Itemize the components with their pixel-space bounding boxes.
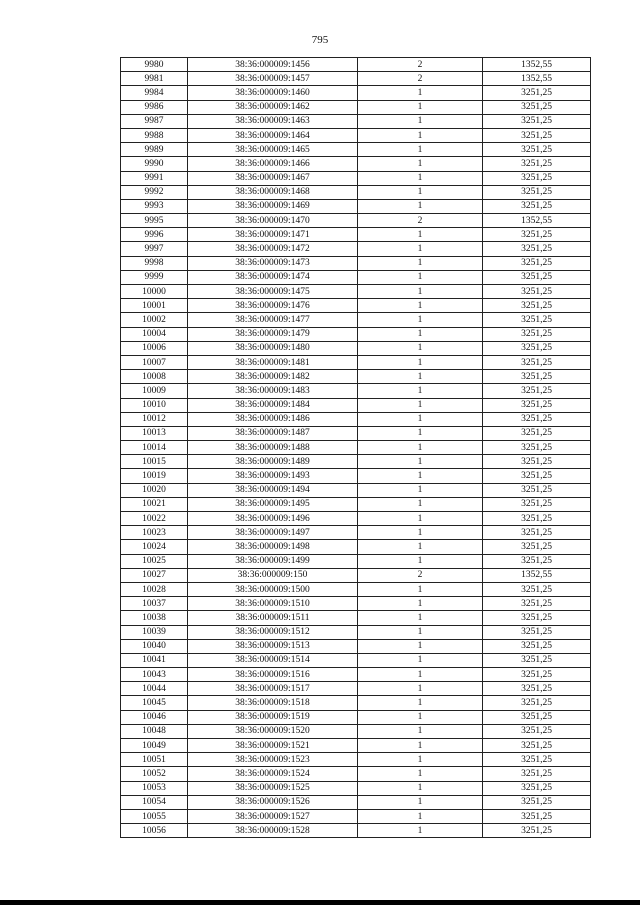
area-cell: 3251,25 xyxy=(483,327,591,341)
share-cell: 1 xyxy=(358,824,483,838)
share-cell: 1 xyxy=(358,767,483,781)
share-cell: 1 xyxy=(358,625,483,639)
cadastral-number-cell: 38:36:000009:1462 xyxy=(188,100,358,114)
row-number-cell: 10043 xyxy=(121,668,188,682)
area-cell: 3251,25 xyxy=(483,554,591,568)
share-cell: 2 xyxy=(358,58,483,72)
page-number: 795 xyxy=(311,34,329,46)
row-number-cell: 10027 xyxy=(121,568,188,582)
area-cell: 3251,25 xyxy=(483,143,591,157)
cadastral-number-cell: 38:36:000009:1489 xyxy=(188,455,358,469)
area-cell: 3251,25 xyxy=(483,100,591,114)
cadastral-number-cell: 38:36:000009:1457 xyxy=(188,72,358,86)
table-row xyxy=(121,114,591,128)
area-cell: 3251,25 xyxy=(483,639,591,653)
share-cell: 1 xyxy=(358,143,483,157)
area-cell: 3251,25 xyxy=(483,625,591,639)
table-row xyxy=(121,270,591,284)
share-cell: 1 xyxy=(358,384,483,398)
cadastral-number-cell: 38:36:000009:1519 xyxy=(188,710,358,724)
table-row xyxy=(121,143,591,157)
share-cell: 1 xyxy=(358,469,483,483)
table-row xyxy=(121,554,591,568)
area-cell: 3251,25 xyxy=(483,228,591,242)
table-row xyxy=(121,526,591,540)
share-cell: 1 xyxy=(358,668,483,682)
row-number-cell: 10008 xyxy=(121,370,188,384)
area-cell: 3251,25 xyxy=(483,256,591,270)
share-cell: 1 xyxy=(358,114,483,128)
table-row xyxy=(121,128,591,142)
table-row xyxy=(121,611,591,625)
area-cell: 3251,25 xyxy=(483,370,591,384)
row-number-cell: 10009 xyxy=(121,384,188,398)
share-cell: 1 xyxy=(358,185,483,199)
table-row xyxy=(121,398,591,412)
share-cell: 1 xyxy=(358,809,483,823)
area-cell: 3251,25 xyxy=(483,753,591,767)
table-row xyxy=(121,256,591,270)
cadastral-number-cell: 38:36:000009:1523 xyxy=(188,753,358,767)
row-number-cell: 9998 xyxy=(121,256,188,270)
table-row xyxy=(121,441,591,455)
area-cell: 3251,25 xyxy=(483,526,591,540)
table-row xyxy=(121,384,591,398)
cadastral-number-cell: 38:36:000009:1521 xyxy=(188,739,358,753)
cadastral-number-cell: 38:36:000009:1497 xyxy=(188,526,358,540)
area-cell: 3251,25 xyxy=(483,809,591,823)
area-cell: 3251,25 xyxy=(483,341,591,355)
share-cell: 1 xyxy=(358,299,483,313)
cadastral-number-cell: 38:36:000009:1486 xyxy=(188,412,358,426)
cadastral-number-cell: 38:36:000009:1475 xyxy=(188,285,358,299)
share-cell: 1 xyxy=(358,611,483,625)
row-number-cell: 10013 xyxy=(121,426,188,440)
share-cell: 1 xyxy=(358,270,483,284)
share-cell: 1 xyxy=(358,512,483,526)
cadastral-number-cell: 38:36:000009:1468 xyxy=(188,185,358,199)
row-number-cell: 9986 xyxy=(121,100,188,114)
share-cell: 2 xyxy=(358,214,483,228)
share-cell: 1 xyxy=(358,370,483,384)
share-cell: 1 xyxy=(358,781,483,795)
cadastral-number-cell: 38:36:000009:1525 xyxy=(188,781,358,795)
row-number-cell: 10049 xyxy=(121,739,188,753)
table-row xyxy=(121,285,591,299)
share-cell: 2 xyxy=(358,72,483,86)
share-cell: 1 xyxy=(358,455,483,469)
area-cell: 3251,25 xyxy=(483,270,591,284)
table-row xyxy=(121,682,591,696)
row-number-cell: 10001 xyxy=(121,299,188,313)
area-cell: 3251,25 xyxy=(483,128,591,142)
cadastral-number-cell: 38:36:000009:1518 xyxy=(188,696,358,710)
area-cell: 3251,25 xyxy=(483,540,591,554)
cadastral-number-cell: 38:36:000009:1471 xyxy=(188,228,358,242)
area-cell: 3251,25 xyxy=(483,426,591,440)
area-cell: 3251,25 xyxy=(483,682,591,696)
share-cell: 1 xyxy=(358,199,483,213)
row-number-cell: 10007 xyxy=(121,355,188,369)
table-row xyxy=(121,639,591,653)
table-row xyxy=(121,696,591,710)
row-number-cell: 9993 xyxy=(121,199,188,213)
cadastral-number-cell: 38:36:000009:1512 xyxy=(188,625,358,639)
table-row xyxy=(121,809,591,823)
table-row xyxy=(121,355,591,369)
cadastral-number-cell: 38:36:000009:1494 xyxy=(188,483,358,497)
row-number-cell: 10006 xyxy=(121,341,188,355)
share-cell: 1 xyxy=(358,582,483,596)
share-cell: 2 xyxy=(358,568,483,582)
cadastral-number-cell: 38:36:000009:1511 xyxy=(188,611,358,625)
row-number-cell: 10004 xyxy=(121,327,188,341)
area-cell: 3251,25 xyxy=(483,483,591,497)
table-row xyxy=(121,795,591,809)
row-number-cell: 9996 xyxy=(121,228,188,242)
area-cell: 3251,25 xyxy=(483,86,591,100)
table-row xyxy=(121,568,591,582)
share-cell: 1 xyxy=(358,795,483,809)
area-cell: 3251,25 xyxy=(483,412,591,426)
share-cell: 1 xyxy=(358,398,483,412)
table-row xyxy=(121,455,591,469)
row-number-cell: 10046 xyxy=(121,710,188,724)
row-number-cell: 10039 xyxy=(121,625,188,639)
table-row xyxy=(121,483,591,497)
row-number-cell: 10038 xyxy=(121,611,188,625)
area-cell: 3251,25 xyxy=(483,781,591,795)
row-number-cell: 10041 xyxy=(121,653,188,667)
cadastral-number-cell: 38:36:000009:1528 xyxy=(188,824,358,838)
cadastral-number-cell: 38:36:000009:1498 xyxy=(188,540,358,554)
cadastral-number-cell: 38:36:000009:1482 xyxy=(188,370,358,384)
cadastral-number-cell: 38:36:000009:1513 xyxy=(188,639,358,653)
table-row xyxy=(121,582,591,596)
cadastral-number-cell: 38:36:000009:1495 xyxy=(188,497,358,511)
area-cell: 3251,25 xyxy=(483,299,591,313)
table-row xyxy=(121,753,591,767)
cadastral-number-cell: 38:36:000009:1527 xyxy=(188,809,358,823)
area-cell: 3251,25 xyxy=(483,384,591,398)
row-number-cell: 9997 xyxy=(121,242,188,256)
cadastral-number-cell: 38:36:000009:1465 xyxy=(188,143,358,157)
area-cell: 3251,25 xyxy=(483,724,591,738)
share-cell: 1 xyxy=(358,739,483,753)
cadastral-number-cell: 38:36:000009:1460 xyxy=(188,86,358,100)
area-cell: 3251,25 xyxy=(483,767,591,781)
area-cell: 3251,25 xyxy=(483,739,591,753)
cadastral-number-cell: 38:36:000009:1481 xyxy=(188,355,358,369)
table-row xyxy=(121,710,591,724)
row-number-cell: 10023 xyxy=(121,526,188,540)
register-table xyxy=(120,57,591,838)
cadastral-number-cell: 38:36:000009:1464 xyxy=(188,128,358,142)
row-number-cell: 9981 xyxy=(121,72,188,86)
cadastral-number-cell: 38:36:000009:1480 xyxy=(188,341,358,355)
table-row xyxy=(121,653,591,667)
row-number-cell: 9995 xyxy=(121,214,188,228)
cadastral-number-cell: 38:36:000009:1520 xyxy=(188,724,358,738)
share-cell: 1 xyxy=(358,355,483,369)
table-row xyxy=(121,214,591,228)
register-table-body xyxy=(121,58,591,838)
area-cell: 3251,25 xyxy=(483,512,591,526)
table-row xyxy=(121,157,591,171)
row-number-cell: 10015 xyxy=(121,455,188,469)
row-number-cell: 10055 xyxy=(121,809,188,823)
share-cell: 1 xyxy=(358,483,483,497)
share-cell: 1 xyxy=(358,682,483,696)
share-cell: 1 xyxy=(358,313,483,327)
table-row xyxy=(121,597,591,611)
table-row xyxy=(121,341,591,355)
cadastral-number-cell: 38:36:000009:1456 xyxy=(188,58,358,72)
share-cell: 1 xyxy=(358,228,483,242)
area-cell: 3251,25 xyxy=(483,795,591,809)
row-number-cell: 10022 xyxy=(121,512,188,526)
row-number-cell: 9988 xyxy=(121,128,188,142)
row-number-cell: 10040 xyxy=(121,639,188,653)
area-cell: 3251,25 xyxy=(483,157,591,171)
share-cell: 1 xyxy=(358,426,483,440)
row-number-cell: 10019 xyxy=(121,469,188,483)
cadastral-number-cell: 38:36:000009:1514 xyxy=(188,653,358,667)
cadastral-number-cell: 38:36:000009:1516 xyxy=(188,668,358,682)
cadastral-number-cell: 38:36:000009:1483 xyxy=(188,384,358,398)
share-cell: 1 xyxy=(358,526,483,540)
area-cell: 3251,25 xyxy=(483,114,591,128)
share-cell: 1 xyxy=(358,540,483,554)
area-cell: 3251,25 xyxy=(483,582,591,596)
table-row xyxy=(121,58,591,72)
share-cell: 1 xyxy=(358,285,483,299)
area-cell: 3251,25 xyxy=(483,611,591,625)
cadastral-number-cell: 38:36:000009:1510 xyxy=(188,597,358,611)
area-cell: 3251,25 xyxy=(483,171,591,185)
share-cell: 1 xyxy=(358,639,483,653)
area-cell: 1352,55 xyxy=(483,214,591,228)
table-row xyxy=(121,370,591,384)
row-number-cell: 9984 xyxy=(121,86,188,100)
cadastral-number-cell: 38:36:000009:1487 xyxy=(188,426,358,440)
row-number-cell: 10048 xyxy=(121,724,188,738)
table-row xyxy=(121,86,591,100)
table-row xyxy=(121,512,591,526)
area-cell: 3251,25 xyxy=(483,696,591,710)
table-row xyxy=(121,199,591,213)
table-row xyxy=(121,100,591,114)
area-cell: 3251,25 xyxy=(483,469,591,483)
row-number-cell: 10028 xyxy=(121,582,188,596)
row-number-cell: 10052 xyxy=(121,767,188,781)
table-row xyxy=(121,412,591,426)
table-row xyxy=(121,171,591,185)
area-cell: 3251,25 xyxy=(483,668,591,682)
cadastral-number-cell: 38:36:000009:1524 xyxy=(188,767,358,781)
area-cell: 3251,25 xyxy=(483,597,591,611)
share-cell: 1 xyxy=(358,441,483,455)
cadastral-number-cell: 38:36:000009:1463 xyxy=(188,114,358,128)
row-number-cell: 10044 xyxy=(121,682,188,696)
row-number-cell: 10020 xyxy=(121,483,188,497)
table-row xyxy=(121,72,591,86)
cadastral-number-cell: 38:36:000009:1473 xyxy=(188,256,358,270)
table-row xyxy=(121,625,591,639)
share-cell: 1 xyxy=(358,256,483,270)
share-cell: 1 xyxy=(358,597,483,611)
cadastral-number-cell: 38:36:000009:1479 xyxy=(188,327,358,341)
row-number-cell: 10014 xyxy=(121,441,188,455)
row-number-cell: 9987 xyxy=(121,114,188,128)
row-number-cell: 10000 xyxy=(121,285,188,299)
table-row xyxy=(121,781,591,795)
cadastral-number-cell: 38:36:000009:1496 xyxy=(188,512,358,526)
scan-edge-bar xyxy=(0,900,640,905)
share-cell: 1 xyxy=(358,171,483,185)
share-cell: 1 xyxy=(358,327,483,341)
row-number-cell: 9991 xyxy=(121,171,188,185)
cadastral-number-cell: 38:36:000009:1500 xyxy=(188,582,358,596)
share-cell: 1 xyxy=(358,710,483,724)
table-row xyxy=(121,540,591,554)
row-number-cell: 9990 xyxy=(121,157,188,171)
table-row xyxy=(121,668,591,682)
area-cell: 3251,25 xyxy=(483,441,591,455)
row-number-cell: 10024 xyxy=(121,540,188,554)
row-number-cell: 10012 xyxy=(121,412,188,426)
cadastral-number-cell: 38:36:000009:1472 xyxy=(188,242,358,256)
table-row xyxy=(121,228,591,242)
cadastral-number-cell: 38:36:000009:1467 xyxy=(188,171,358,185)
area-cell: 3251,25 xyxy=(483,199,591,213)
cadastral-number-cell: 38:36:000009:1499 xyxy=(188,554,358,568)
share-cell: 1 xyxy=(358,128,483,142)
share-cell: 1 xyxy=(358,497,483,511)
cadastral-number-cell: 38:36:000009:1477 xyxy=(188,313,358,327)
table-row xyxy=(121,426,591,440)
table-row xyxy=(121,767,591,781)
cadastral-number-cell: 38:36:000009:1469 xyxy=(188,199,358,213)
share-cell: 1 xyxy=(358,696,483,710)
table-row xyxy=(121,824,591,838)
area-cell: 3251,25 xyxy=(483,455,591,469)
row-number-cell: 10054 xyxy=(121,795,188,809)
cadastral-number-cell: 38:36:000009:1493 xyxy=(188,469,358,483)
table-row xyxy=(121,299,591,313)
area-cell: 3251,25 xyxy=(483,497,591,511)
share-cell: 1 xyxy=(358,100,483,114)
row-number-cell: 10051 xyxy=(121,753,188,767)
share-cell: 1 xyxy=(358,753,483,767)
cadastral-number-cell: 38:36:000009:1488 xyxy=(188,441,358,455)
row-number-cell: 9992 xyxy=(121,185,188,199)
area-cell: 1352,55 xyxy=(483,58,591,72)
area-cell: 3251,25 xyxy=(483,824,591,838)
area-cell: 3251,25 xyxy=(483,355,591,369)
share-cell: 1 xyxy=(358,412,483,426)
table-row xyxy=(121,469,591,483)
table-row xyxy=(121,724,591,738)
area-cell: 3251,25 xyxy=(483,710,591,724)
cadastral-number-cell: 38:36:000009:1474 xyxy=(188,270,358,284)
share-cell: 1 xyxy=(358,157,483,171)
cadastral-number-cell: 38:36:000009:1470 xyxy=(188,214,358,228)
table-row xyxy=(121,497,591,511)
cadastral-number-cell: 38:36:000009:1484 xyxy=(188,398,358,412)
area-cell: 1352,55 xyxy=(483,568,591,582)
share-cell: 1 xyxy=(358,242,483,256)
area-cell: 3251,25 xyxy=(483,185,591,199)
share-cell: 1 xyxy=(358,341,483,355)
table-row xyxy=(121,242,591,256)
row-number-cell: 9989 xyxy=(121,143,188,157)
table-row xyxy=(121,313,591,327)
cadastral-number-cell: 38:36:000009:1466 xyxy=(188,157,358,171)
row-number-cell: 10056 xyxy=(121,824,188,838)
area-cell: 3251,25 xyxy=(483,242,591,256)
share-cell: 1 xyxy=(358,724,483,738)
cadastral-number-cell: 38:36:000009:1476 xyxy=(188,299,358,313)
table-row xyxy=(121,739,591,753)
table-row xyxy=(121,185,591,199)
area-cell: 1352,55 xyxy=(483,72,591,86)
area-cell: 3251,25 xyxy=(483,653,591,667)
row-number-cell: 9999 xyxy=(121,270,188,284)
table-row xyxy=(121,327,591,341)
row-number-cell: 10002 xyxy=(121,313,188,327)
cadastral-number-cell: 38:36:000009:1526 xyxy=(188,795,358,809)
row-number-cell: 10037 xyxy=(121,597,188,611)
row-number-cell: 10021 xyxy=(121,497,188,511)
area-cell: 3251,25 xyxy=(483,285,591,299)
row-number-cell: 10045 xyxy=(121,696,188,710)
row-number-cell: 10025 xyxy=(121,554,188,568)
row-number-cell: 10053 xyxy=(121,781,188,795)
cadastral-number-cell: 38:36:000009:1517 xyxy=(188,682,358,696)
row-number-cell: 10010 xyxy=(121,398,188,412)
cadastral-number-cell: 38:36:000009:150 xyxy=(188,568,358,582)
share-cell: 1 xyxy=(358,554,483,568)
share-cell: 1 xyxy=(358,653,483,667)
row-number-cell: 9980 xyxy=(121,58,188,72)
area-cell: 3251,25 xyxy=(483,398,591,412)
share-cell: 1 xyxy=(358,86,483,100)
area-cell: 3251,25 xyxy=(483,313,591,327)
